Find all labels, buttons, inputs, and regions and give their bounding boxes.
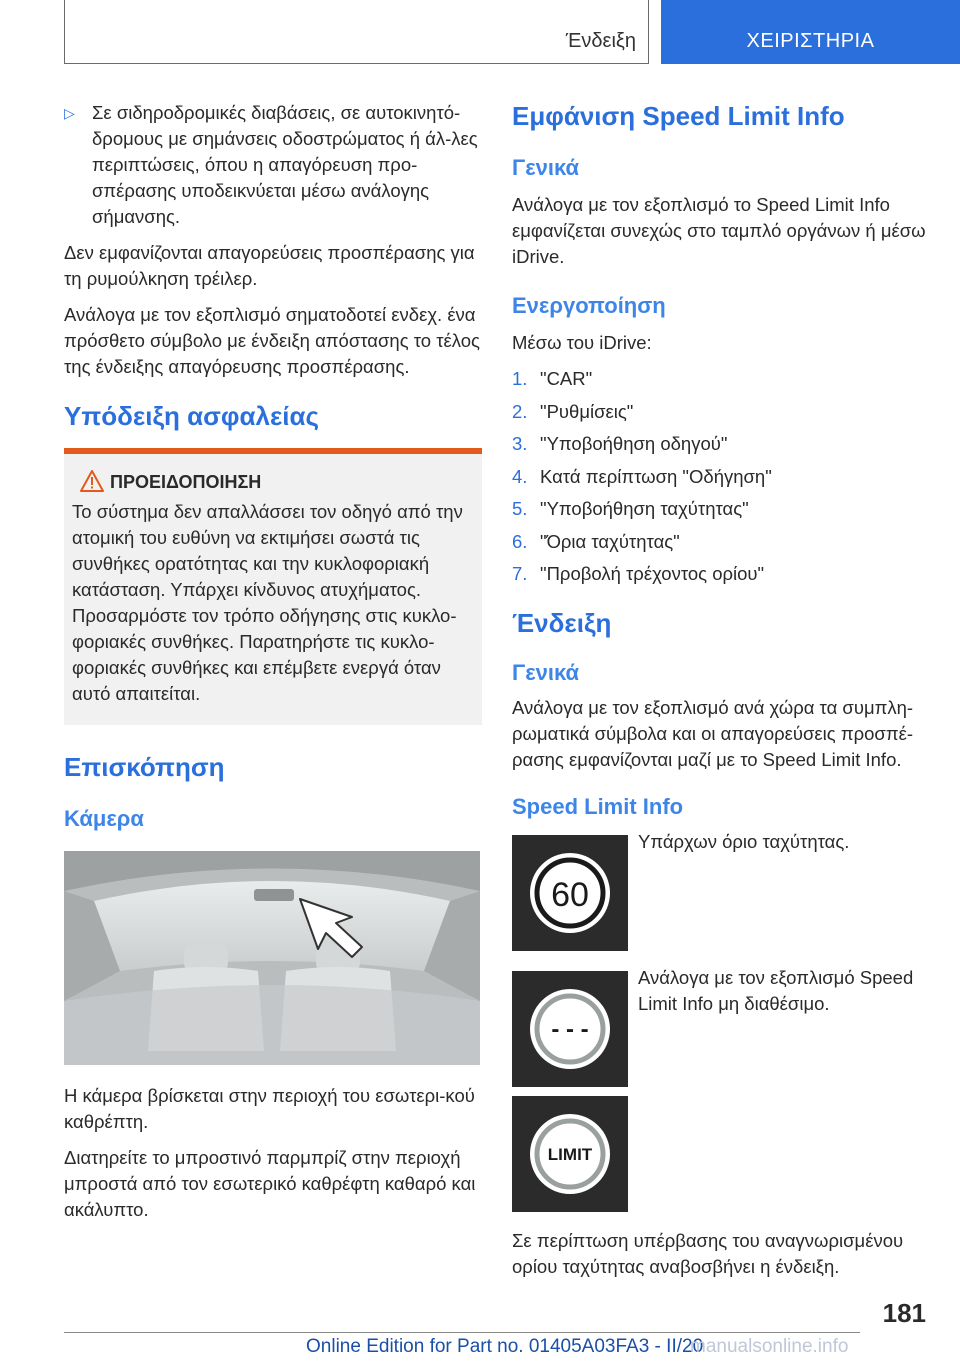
step-item: 7. "Προβολή τρέχοντος ορίου" bbox=[512, 563, 765, 584]
warning-text: Το σύστημα δεν απαλλάσσει τον οδηγό από την ατομική του ευθύνη να εκτιμήσει σωστά τις συνθήκες ορατότητας και την κυκλοφοριακή κατάσταση. Υπάρχει κίνδυνος ατυχήματος. Προσαρμόστε τον τρόπο οδήγησης στις κυκλο-φοριακές συνθήκες. Παρατηρήστε τις κυκλο-φοριακές συνθήκες και επέμβετε ενεργά όταν αυτό απαιτείται. bbox=[72, 501, 463, 704]
paragraph-trailer: Δεν εμφανίζονται απαγορεύσεις προσπέρασης για τη ρυμούλκηση τρέιλερ. bbox=[64, 242, 475, 289]
safety-heading: Υπόδειξη ασφαλείας bbox=[64, 401, 320, 431]
camera-interior-photo bbox=[64, 851, 480, 1065]
step-item: 4. Κατά περίπτωση "Οδήγηση" bbox=[512, 465, 772, 487]
limit-label: LIMIT bbox=[547, 1145, 593, 1164]
header-manual-label: ΧΕΙΡΙΣΤΗΡΙΑ bbox=[746, 30, 875, 52]
sli-row-unavailable bbox=[512, 967, 927, 1093]
activation-steps bbox=[512, 366, 927, 587]
bullet-item bbox=[64, 100, 482, 230]
general-text: Ανάλογα με τον εξοπλισμό το Speed Limit Info εμφανίζεται συνεχώς στο ταμπλό οργάνων ή μέσω iDrive. bbox=[512, 194, 926, 267]
closing-text: Σε περίπτωση υπέρβασης του αναγνωρισμένου ορίου ταχύτητας αναβοσβήνει η ένδειξη. bbox=[512, 1230, 904, 1277]
page-number: 181 bbox=[882, 1298, 926, 1328]
header-manual-tab bbox=[661, 0, 960, 64]
camera-location-text: Η κάμερα βρίσκεται στην περιοχή του εσωτερι-κού καθρέπτη. bbox=[64, 1085, 475, 1132]
activation-intro: Μέσω του iDrive: bbox=[512, 332, 652, 353]
sli-heading: Speed Limit Info bbox=[512, 794, 684, 819]
indication-heading: Ένδειξη bbox=[512, 608, 612, 638]
footer-edition: Online Edition for Part no. 01405A03FA3 - II/20 bbox=[306, 1336, 704, 1357]
unavailable-dashes: - - - bbox=[551, 1016, 589, 1043]
sli-text-speed-limit: Υπάρχων όριο ταχύτητας. bbox=[638, 831, 850, 852]
right-column bbox=[512, 100, 927, 1290]
warning-triangle-icon bbox=[80, 470, 104, 492]
display-heading: Εμφάνιση Speed Limit Info bbox=[512, 101, 845, 131]
step-item: 2. "Ρυθμίσεις" bbox=[512, 400, 634, 422]
camera-windshield-text: Διατηρείτε το μπροστινό παρμπρίζ στην περιοχή μπροστά από τον εσωτερικό καθρέφτη καθαρό και ακάλυπτο. bbox=[64, 1147, 476, 1220]
car-interior-illustration bbox=[64, 851, 480, 1065]
activation-heading: Ενεργοποίηση bbox=[512, 293, 666, 318]
camera-heading: Κάμερα bbox=[64, 806, 144, 831]
sli-row-limit bbox=[512, 1096, 927, 1218]
general-heading: Γενικά bbox=[512, 155, 580, 180]
sli-text-unavailable: Ανάλογα με τον εξοπλισμό Speed Limit Info μη διαθέσιμο. bbox=[638, 967, 914, 1014]
unavailable-sign-icon bbox=[512, 971, 628, 1087]
footer-watermark: manualsonline.info bbox=[690, 1336, 849, 1357]
speed-limit-value: 60 bbox=[551, 876, 589, 914]
overview-heading: Επισκόπηση bbox=[64, 752, 225, 782]
triangle-bullet-icon: ▷ bbox=[64, 105, 75, 121]
step-item: 6. "Όρια ταχύτητας" bbox=[512, 530, 680, 552]
step-item: 3. "Υποβοήθηση οδηγού" bbox=[512, 433, 728, 454]
sli-row-speed-limit bbox=[512, 831, 927, 957]
header-section-label: Ένδειξη bbox=[565, 30, 636, 52]
left-column bbox=[64, 100, 482, 1233]
footer-divider bbox=[64, 1332, 860, 1333]
step-item: 1. "CAR" bbox=[512, 368, 593, 389]
step-item: 5. "Υποβοήθηση ταχύτητας" bbox=[512, 498, 749, 519]
limit-sign-icon bbox=[512, 1096, 628, 1212]
header-section-box bbox=[64, 0, 649, 64]
warning-box bbox=[64, 448, 482, 725]
general2-heading: Γενικά bbox=[512, 660, 580, 685]
general2-text: Ανάλογα με τον εξοπλισμό ανά χώρα τα συμπλη-ρωματικά σύμβολα και οι απαγορεύσεις προσπέ-ρασης εμφανίζονται μαζί με το Speed Limit Info. bbox=[512, 697, 914, 770]
warning-title: ΠΡΟΕΙΔΟΠΟΙΗΣΗ bbox=[110, 472, 262, 492]
paragraph-extra-symbol: Ανάλογα με τον εξοπλισμό σηματοδοτεί ενδεχ. ένα πρόσθετο σύμβολο με ένδειξη απόστασης το τέλος της ένδειξης απαγόρευσης προσπέρασης. bbox=[64, 304, 480, 377]
speed-limit-sign-icon bbox=[512, 835, 628, 951]
bullet-text: Σε σιδηροδρομικές διαβάσεις, σε αυτοκινητό-δρομους με σημάνσεις οδοστρώματος ή άλ-λες περιπτώσεις, όπου η απαγόρευση προ-σπέρασης υποδεικνύεται μέσω ανάλογης σήμανσης. bbox=[92, 102, 478, 227]
